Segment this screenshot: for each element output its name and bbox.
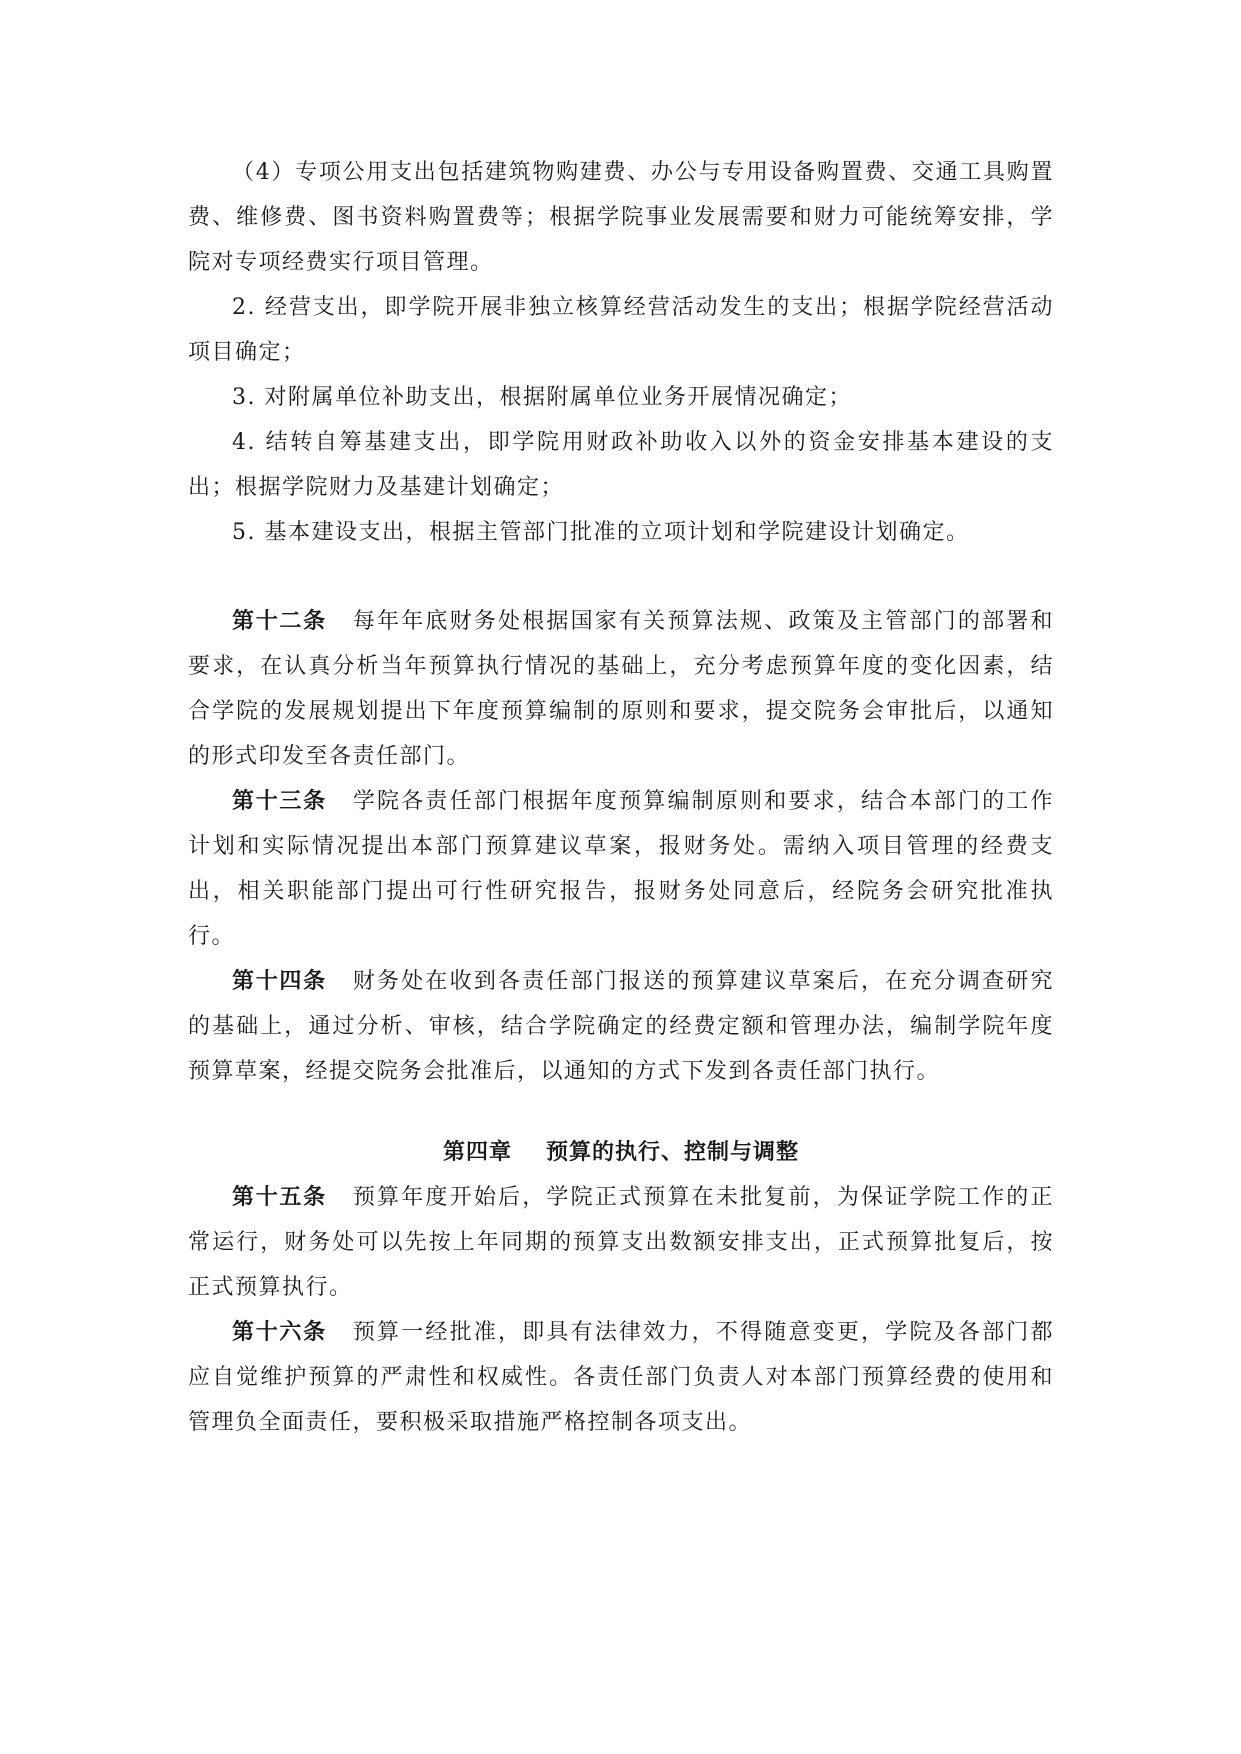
chapter-heading [188,1130,1054,1175]
article-number: 第十二条 [232,609,327,634]
article-13 [188,779,1054,959]
article-number: 第十五条 [232,1185,327,1210]
article-12 [188,599,1054,779]
paragraph-subsidiary-subsidy: 3. 对附属单位补助支出，根据附属单位业务开展情况确定； [232,385,852,410]
chapter-number: 第四章 [442,1140,512,1165]
article-15 [188,1175,1054,1310]
article-number: 第十三条 [232,789,327,814]
article-text: 预算年度开始后，学院正式预算在未批复前，为保证学院工作的正常运行，财务处可以先按上年同期的预算支出数额安排支出，正式预算批复后，按正式预算执行。 [188,1185,1054,1300]
article-16 [188,1310,1054,1445]
section-spacer [188,555,1054,599]
article-14 [188,959,1054,1094]
chapter-title: 预算的执行、控制与调整 [546,1140,800,1165]
paragraph-capital-construction: 5. 基本建设支出，根据主管部门批准的立项计划和学院建设计划确定。 [232,520,970,545]
section-spacer [188,1094,1054,1130]
article-text: 财务处在收到各责任部门报送的预算建议草案后，在充分调查研究的基础上，通过分析、审核，结合学院确定的经费定额和管理办法，编制学院年度预算草案，经提交院务会批准后，以通知的方式下发到各责任部门执行。 [188,969,1054,1084]
article-text: 每年年底财务处根据国家有关预算法规、政策及主管部门的部署和要求，在认真分析当年预算执行情况的基础上，充分考虑预算年度的变化因素，结合学院的发展规划提出下年度预算编制的原则和要求，提交院务会审批后，以通知的形式印发至各责任部门。 [188,609,1054,769]
document-body [188,150,1054,1445]
article-text: 预算一经批准，即具有法律效力，不得随意变更，学院及各部门都应自觉维护预算的严肃性和权威性。各责任部门负责人对本部门预算经费的使用和管理负全面责任，要积极采取措施严格控制各项支出。 [188,1320,1054,1435]
article-number: 第十六条 [232,1320,327,1345]
paragraph-operating-expenses: 2. 经营支出，即学院开展非独立核算经营活动发生的支出；根据学院经营活动项目确定； [188,295,1054,365]
article-number: 第十四条 [232,969,327,994]
paragraph-special-expenses: （4）专项公用支出包括建筑物购建费、办公与专用设备购置费、交通工具购置费、维修费、图书资料购置费等；根据学院事业发展需要和财力可能统筹安排，学院对专项经费实行项目管理。 [188,160,1054,275]
article-text: 学院各责任部门根据年度预算编制原则和要求，结合本部门的工作计划和实际情况提出本部门预算建议草案，报财务处。需纳入项目管理的经费支出，相关职能部门提出可行性研究报告，报财务处同意后，经院务会研究批准执行。 [188,789,1054,949]
paragraph-self-raised-construction: 4. 结转自筹基建支出，即学院用财政补助收入以外的资金安排基本建设的支出；根据学院财力及基建计划确定； [188,430,1054,500]
